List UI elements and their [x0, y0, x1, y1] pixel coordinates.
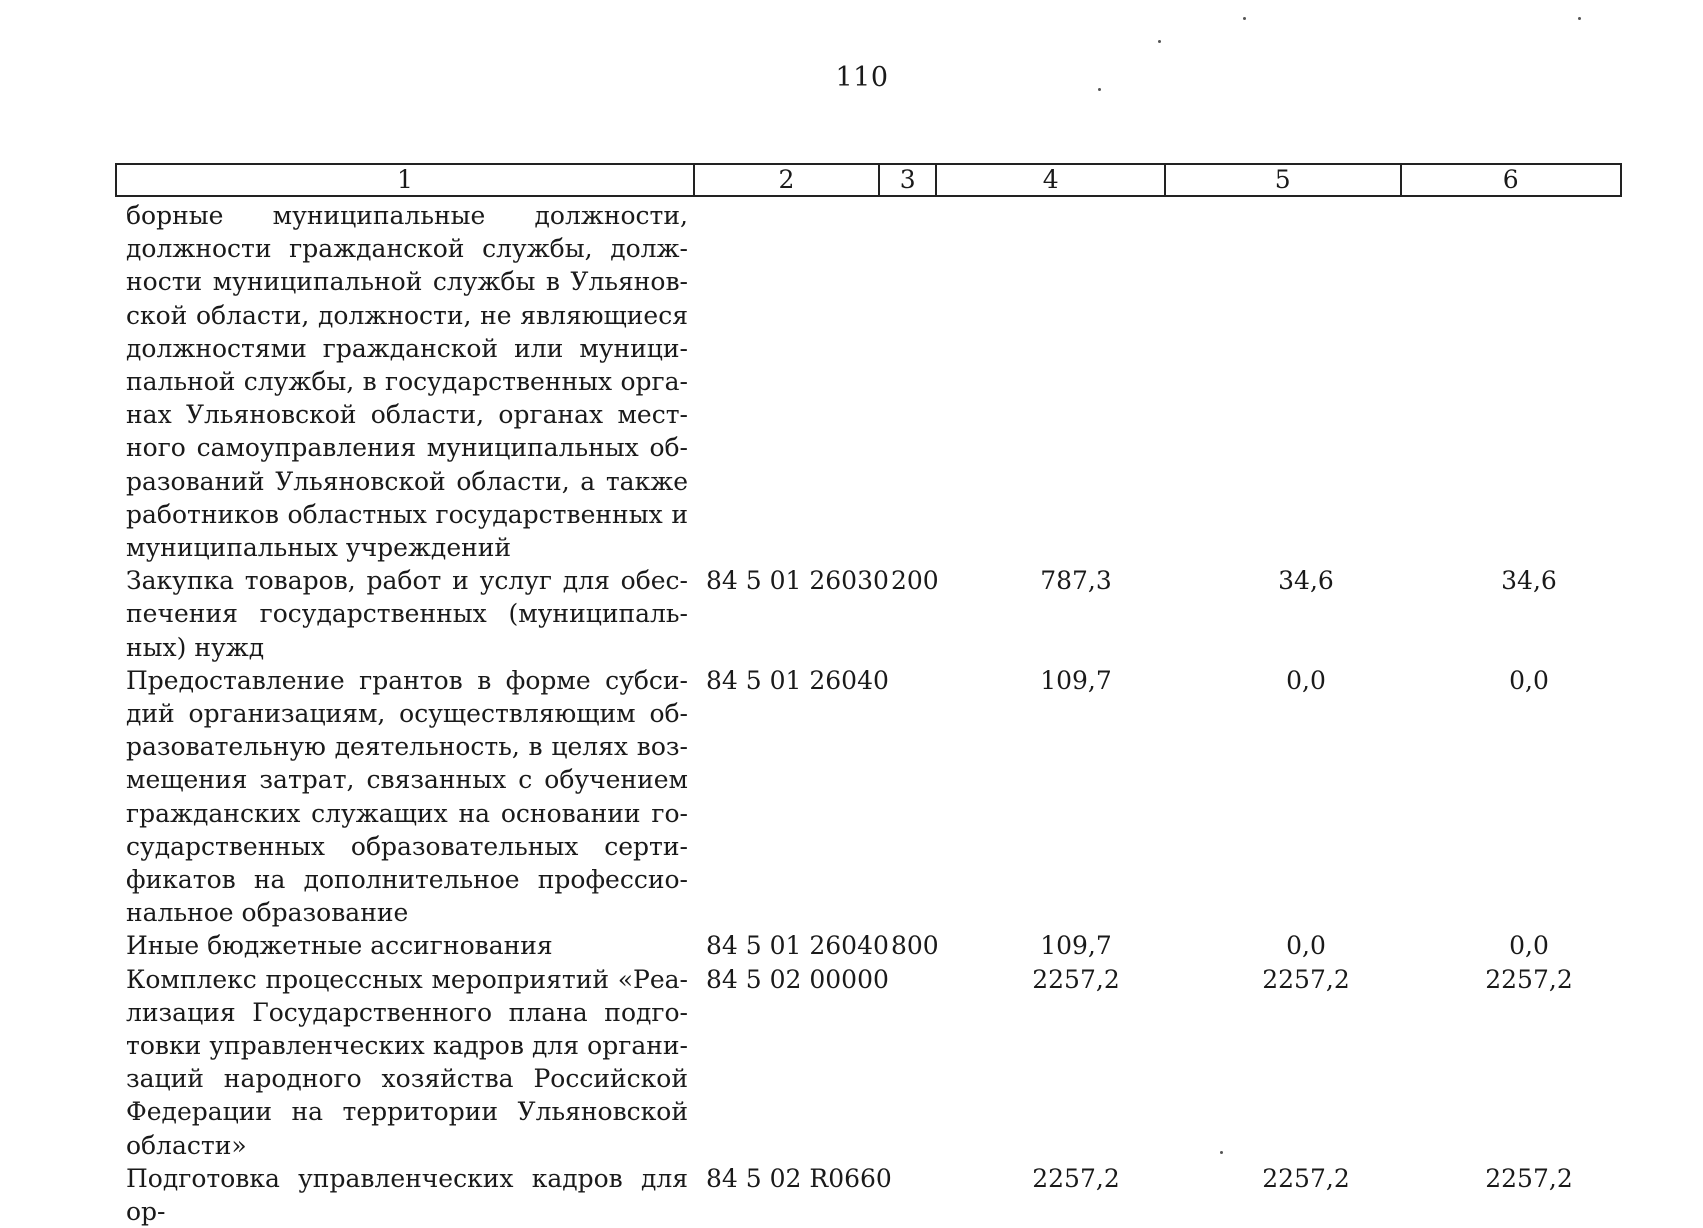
row-value-col4: 109,7	[1040, 665, 1112, 695]
row-code: 84 5 02 R0660	[706, 1163, 892, 1193]
row-value-col4: 2257,2	[1032, 1163, 1120, 1193]
row-code: 84 5 01 26040	[706, 931, 889, 961]
table-body	[126, 199, 1626, 1228]
column-header: 6	[1401, 164, 1622, 196]
row-value-col6: 2257,2	[1485, 1163, 1573, 1193]
row-value-col4: 109,7	[1040, 931, 1112, 961]
scan-speck	[1158, 40, 1161, 43]
row-name: Подготовка управленческих кадров для ор-	[126, 1163, 688, 1227]
row-value-col6: 0,0	[1509, 665, 1549, 695]
row-expense-type: 800	[891, 931, 939, 961]
row-value-col5: 0,0	[1286, 931, 1326, 961]
table-row	[126, 929, 1626, 962]
row-value-col5: 34,6	[1278, 566, 1334, 596]
row-value-col6: 0,0	[1509, 931, 1549, 961]
row-name: Иные бюджетные ассигнования	[126, 931, 553, 961]
column-header: 3	[879, 164, 936, 196]
scan-speck	[1243, 17, 1246, 20]
row-code: 84 5 02 00000	[706, 964, 889, 994]
table-row	[126, 963, 1626, 1162]
table-row	[126, 1162, 1626, 1228]
column-header: 5	[1165, 164, 1401, 196]
column-header-table	[115, 163, 1622, 197]
row-value-col6: 2257,2	[1485, 964, 1573, 994]
column-header: 2	[694, 164, 879, 196]
row-name: Комплекс процессных мероприятий «Реализация Государственного плана подготовки управленческих кадров для организаций народного хозяйства Российской Федерации на территории Ульяновской области»	[126, 964, 688, 1160]
row-name: Закупка товаров, работ и услуг для обеспечения государственных (муниципальных) нужд	[126, 566, 688, 662]
page-number: 110	[835, 62, 889, 93]
column-header-row	[116, 164, 1621, 196]
row-name: борные муниципальные должности, должности гражданской службы, должности муниципальной службы в Ульяновской области, должности, не являющиеся должностями гражданской или муниципальной службы, в государственных органах Ульяновской области, органах местного самоуправления муниципальных образований Ульяновской области, а также работников областных государственных и муниципальных учреждений	[126, 201, 688, 563]
row-value-col6: 34,6	[1501, 566, 1557, 596]
table-row	[126, 564, 1626, 664]
row-code: 84 5 01 26030	[706, 566, 889, 596]
row-value-col5: 0,0	[1286, 665, 1326, 695]
row-code: 84 5 01 26040	[706, 665, 889, 695]
row-expense-type: 200	[891, 566, 939, 596]
column-header: 1	[116, 164, 694, 196]
row-value-col5: 2257,2	[1262, 1163, 1350, 1193]
row-value-col4: 787,3	[1040, 566, 1112, 596]
table-row	[126, 199, 1626, 564]
scan-speck	[1578, 17, 1581, 20]
column-header: 4	[936, 164, 1165, 196]
row-value-col4: 2257,2	[1032, 964, 1120, 994]
table-row	[126, 664, 1626, 930]
scan-speck	[1098, 88, 1101, 91]
row-value-col5: 2257,2	[1262, 964, 1350, 994]
row-name: Предоставление грантов в форме субсидий организациям, осуществляющим образовательную деятельность, в целях возмещения затрат, связанных с обучением гражданских служащих на основании государственных образовательных сертификатов на дополнительное профессиональное образование	[126, 665, 688, 928]
